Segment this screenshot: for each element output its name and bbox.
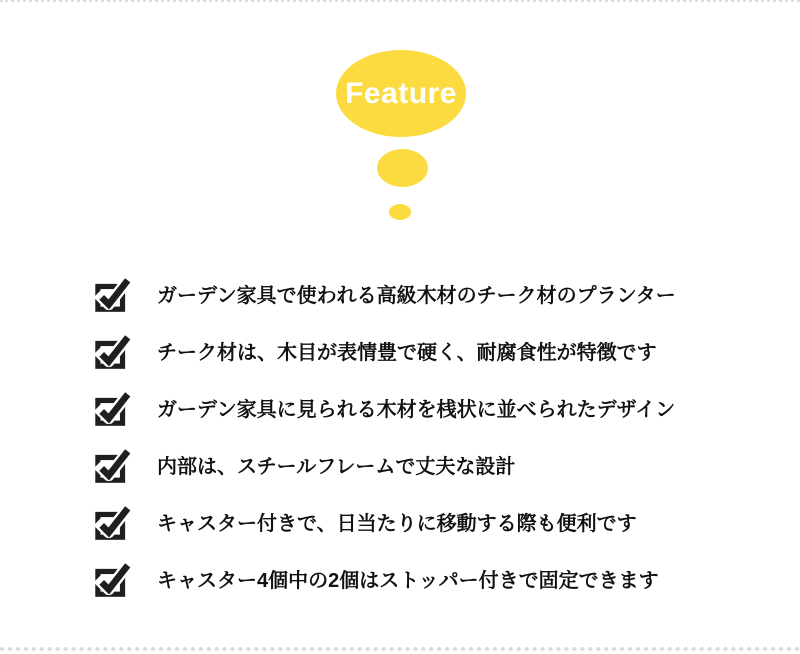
checkbox-checked-icon bbox=[95, 277, 133, 313]
top-dotted-divider bbox=[0, 0, 800, 2]
feature-item bbox=[95, 267, 755, 324]
checkbox-checked-icon bbox=[95, 562, 133, 598]
feature-item bbox=[95, 438, 755, 495]
feature-item bbox=[95, 552, 755, 609]
bubble-tail-large-dot bbox=[377, 149, 428, 187]
feature-item-label: ガーデン家具に見られる木材を桟状に並べられたデザイン bbox=[157, 398, 676, 421]
feature-item-label: ガーデン家具で使われる高級木材のチーク材のプランター bbox=[157, 284, 676, 307]
bubble-title: Feature bbox=[345, 76, 457, 110]
checkbox-checked-icon bbox=[95, 448, 133, 484]
checkbox-checked-icon bbox=[95, 334, 133, 370]
bubble-ellipse bbox=[336, 50, 466, 137]
feature-item-label: キャスター付きで、日当たりに移動する際も便利です bbox=[157, 512, 637, 535]
feature-item-label: キャスター4個中の2個はストッパー付きで固定できます bbox=[157, 569, 659, 592]
bottom-dotted-divider bbox=[0, 647, 800, 651]
feature-item-label: 内部は、スチールフレームで丈夫な設計 bbox=[157, 455, 516, 478]
checkbox-checked-icon bbox=[95, 505, 133, 541]
feature-item bbox=[95, 495, 755, 552]
feature-item bbox=[95, 381, 755, 438]
bubble-tail-small-dot bbox=[389, 204, 411, 220]
feature-item bbox=[95, 324, 755, 381]
feature-list bbox=[95, 267, 755, 609]
checkbox-checked-icon bbox=[95, 391, 133, 427]
feature-item-label: チーク材は、木目が表情豊で硬く、耐腐食性が特徴です bbox=[157, 341, 657, 364]
